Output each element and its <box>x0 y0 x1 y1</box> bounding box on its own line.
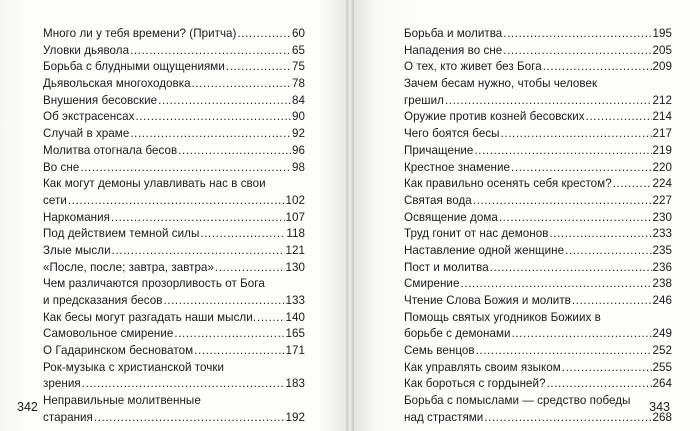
toc-entry-line <box>43 260 305 277</box>
toc-entry-title: борьбе с демонами <box>404 327 511 341</box>
toc-page-number: 90 <box>292 110 305 124</box>
toc-entry <box>43 243 305 260</box>
toc-entry <box>404 193 672 210</box>
toc-page-number: 227 <box>652 193 672 207</box>
toc-page-number: 60 <box>292 27 305 40</box>
toc-entry <box>43 59 305 76</box>
toc-entry-line <box>43 59 305 76</box>
toc-page-number: 65 <box>292 43 305 57</box>
toc-entry <box>43 93 305 110</box>
left-page <box>0 0 346 431</box>
toc-dot-leader <box>215 260 285 277</box>
toc-entry-line <box>404 143 672 160</box>
right-toc-list <box>404 26 672 427</box>
toc-entry-line <box>43 293 305 310</box>
toc-page-number: 236 <box>652 260 672 274</box>
toc-entry <box>43 26 305 43</box>
toc-dot-leader <box>586 109 652 126</box>
toc-entry <box>43 143 305 160</box>
toc-entry-line <box>404 193 672 210</box>
toc-entry <box>43 176 305 209</box>
toc-dot-leader <box>111 210 285 227</box>
toc-entry-line-continued <box>43 276 305 293</box>
toc-entry <box>404 210 672 227</box>
toc-entry-line <box>43 76 305 93</box>
toc-entry-title: Как бороться с гордыней? <box>404 377 546 391</box>
toc-dot-leader <box>80 160 291 177</box>
toc-entry-title: О Гадаринском бесноватом <box>43 344 194 358</box>
toc-dot-leader <box>237 26 291 43</box>
toc-dot-leader <box>503 43 651 60</box>
toc-dot-leader <box>562 360 652 377</box>
toc-page-number: 246 <box>652 294 672 307</box>
toc-page-number: 75 <box>292 60 305 74</box>
toc-entry-title: Как управлять своим языком <box>404 360 561 374</box>
toc-entry-title: Уловки дьявола <box>43 43 130 57</box>
toc-entry-line <box>404 360 672 377</box>
toc-entry <box>404 276 672 293</box>
toc-entry-line <box>43 143 305 160</box>
toc-dot-leader <box>484 410 651 427</box>
toc-entry-title: Смирение <box>404 277 460 291</box>
toc-dot-leader <box>174 326 284 343</box>
toc-page-number: 235 <box>652 243 672 257</box>
toc-entry-line <box>43 93 305 110</box>
toc-entry-line <box>404 243 672 260</box>
toc-dot-leader <box>476 343 652 360</box>
toc-page-number: 102 <box>285 193 305 207</box>
toc-dot-leader <box>565 243 651 260</box>
toc-entry <box>404 143 672 160</box>
toc-entry <box>404 243 672 260</box>
toc-page-number: 140 <box>285 310 305 324</box>
toc-entry-title: Семь венцов <box>404 344 475 358</box>
toc-entry-line <box>43 26 305 43</box>
toc-entry-title: Борьба с блудными ощущениями <box>43 60 225 74</box>
toc-page-number: 220 <box>652 160 672 174</box>
toc-page-number: 255 <box>652 360 672 374</box>
toc-entry-title: над страстями <box>404 410 484 424</box>
toc-entry <box>404 293 672 310</box>
toc-entry-title: Чем различаются прозорливость от Бога <box>43 277 265 291</box>
toc-entry-title: Крестное знамение <box>404 160 511 174</box>
toc-entry <box>43 326 305 343</box>
toc-page-number: 195 <box>652 27 672 40</box>
toc-entry-line <box>43 109 305 126</box>
toc-dot-leader <box>473 193 652 210</box>
toc-entry-title: Много ли у тебя времени? (Притча) <box>43 27 237 40</box>
toc-entry-title: Дьявольская многоходовка <box>43 77 191 91</box>
toc-entry <box>43 343 305 360</box>
toc-page-number: 98 <box>292 160 305 174</box>
toc-dot-leader <box>257 310 284 327</box>
toc-dot-leader <box>572 293 652 310</box>
toc-page-number: 230 <box>652 210 672 224</box>
toc-entry <box>43 126 305 143</box>
toc-entry <box>404 393 672 426</box>
toc-entry <box>404 59 672 76</box>
toc-entry-line <box>43 126 305 143</box>
toc-entry <box>404 43 672 60</box>
toc-entry-line <box>404 293 672 310</box>
toc-entry <box>404 260 672 277</box>
toc-entry <box>404 343 672 360</box>
toc-entry-line <box>404 26 672 43</box>
toc-entry-title: старания <box>43 410 93 424</box>
toc-entry <box>43 310 305 327</box>
toc-dot-leader <box>543 59 652 76</box>
toc-entry-line <box>404 210 672 227</box>
toc-dot-leader <box>226 59 291 76</box>
toc-entry-line <box>404 226 672 243</box>
toc-page-number: 238 <box>652 277 672 291</box>
toc-entry <box>404 226 672 243</box>
toc-entry <box>43 76 305 93</box>
toc-dot-leader <box>460 276 651 293</box>
toc-entry-line <box>404 176 672 193</box>
toc-entry-title: Об экстрасенсах <box>43 110 135 124</box>
toc-entry-title: Борьба и молитва <box>404 27 503 40</box>
right-page-number: 343 <box>649 400 670 414</box>
toc-page-number: 217 <box>652 127 672 141</box>
toc-entry-title: Зачем бесам нужно, чтобы человек <box>404 77 598 91</box>
toc-dot-leader <box>474 143 651 160</box>
toc-page-number: 219 <box>652 143 672 157</box>
toc-entry <box>43 109 305 126</box>
toc-dot-leader <box>82 376 285 393</box>
toc-entry-title: Помощь святых угодников Божиих в <box>404 310 601 324</box>
toc-entry-line <box>43 160 305 177</box>
toc-dot-leader <box>130 126 291 143</box>
toc-page-number: 214 <box>652 110 672 124</box>
toc-entry <box>43 276 305 309</box>
toc-entry-line <box>404 43 672 60</box>
toc-dot-leader <box>490 260 652 277</box>
toc-page-number: 268 <box>652 410 672 424</box>
toc-entry-line <box>43 43 305 60</box>
toc-entry-line <box>404 93 672 110</box>
toc-entry-line <box>43 343 305 360</box>
toc-entry-line-continued <box>404 76 672 93</box>
toc-entry-line <box>404 126 672 143</box>
toc-dot-leader <box>68 193 285 210</box>
toc-entry-line <box>43 210 305 227</box>
toc-entry-line <box>404 410 672 427</box>
toc-dot-leader <box>94 410 285 427</box>
toc-dot-leader <box>445 93 652 110</box>
toc-page-number: 249 <box>652 327 672 341</box>
toc-page-number: 252 <box>652 344 672 358</box>
toc-entry-title: Наркомания <box>43 210 110 224</box>
toc-entry <box>43 393 305 426</box>
toc-entry <box>404 176 672 193</box>
toc-dot-leader <box>511 160 651 177</box>
toc-page-number: 118 <box>286 227 305 241</box>
toc-entry-title: Как правильно осенять себя крестом? <box>404 177 612 191</box>
toc-entry-title: Освящение дома <box>404 210 498 224</box>
toc-page-number: 264 <box>652 377 672 391</box>
toc-entry-line <box>404 376 672 393</box>
toc-entry-line-continued <box>43 393 305 410</box>
toc-page-number: 107 <box>285 210 305 224</box>
toc-dot-leader <box>163 293 284 310</box>
toc-entry-title: Труд гонит от нас демонов <box>404 227 549 241</box>
toc-entry-line <box>404 160 672 177</box>
toc-entry <box>43 260 305 277</box>
toc-entry-title: грешил <box>404 93 444 107</box>
toc-page-number: 130 <box>285 260 305 274</box>
toc-entry-line <box>404 59 672 76</box>
toc-entry-line <box>43 243 305 260</box>
toc-entry <box>404 76 672 109</box>
toc-page-number: 192 <box>285 410 305 424</box>
toc-entry-line <box>43 410 305 427</box>
toc-entry <box>43 43 305 60</box>
toc-entry-title: Под действием темной силы <box>43 227 200 241</box>
toc-entry <box>404 160 672 177</box>
toc-entry-line <box>404 109 672 126</box>
left-page-number: 342 <box>17 400 38 414</box>
toc-page-number: 171 <box>285 344 305 358</box>
toc-dot-leader <box>135 109 291 126</box>
toc-dot-leader <box>512 326 652 343</box>
toc-entry-line <box>404 276 672 293</box>
toc-entry-line-continued <box>404 393 672 410</box>
toc-entry <box>404 109 672 126</box>
toc-entry-title: Случай в храме <box>43 127 130 141</box>
toc-entry-title: «После, после; завтра, завтра» <box>43 260 214 274</box>
book-gutter <box>346 0 354 431</box>
toc-entry <box>43 160 305 177</box>
toc-dot-leader <box>194 343 284 360</box>
toc-entry <box>404 360 672 377</box>
toc-dot-leader <box>499 210 652 227</box>
right-page <box>354 0 700 431</box>
toc-dot-leader <box>547 376 652 393</box>
toc-page-number: 121 <box>285 243 305 257</box>
left-toc-list <box>43 26 305 427</box>
toc-entry-line-continued <box>404 310 672 327</box>
toc-entry-title: Чтение Слова Божия и молитв <box>404 294 571 307</box>
toc-entry-title: Самовольное смирение <box>43 327 174 341</box>
toc-dot-leader <box>501 126 652 143</box>
toc-entry-title: Причащение <box>404 143 474 157</box>
toc-entry-title: Злые мысли <box>43 243 111 257</box>
toc-page-number: 209 <box>652 60 672 74</box>
toc-dot-leader <box>178 143 291 160</box>
toc-page-number: 212 <box>652 93 672 107</box>
toc-entry-title: сети <box>43 193 67 207</box>
toc-entry <box>43 210 305 227</box>
toc-entry <box>404 126 672 143</box>
toc-entry-line <box>404 343 672 360</box>
toc-page-number: 84 <box>292 93 305 107</box>
toc-entry-title: Во сне <box>43 160 80 174</box>
toc-dot-leader <box>613 176 652 193</box>
toc-page-number: 78 <box>292 77 305 91</box>
toc-entry-title: Нападения во сне <box>404 43 503 57</box>
toc-dot-leader <box>503 26 651 43</box>
toc-entry-line <box>404 260 672 277</box>
toc-page-number: 233 <box>652 227 672 241</box>
toc-entry-title: Молитва отогнала бесов <box>43 143 178 157</box>
toc-dot-leader <box>549 226 651 243</box>
toc-entry-line <box>43 310 305 327</box>
toc-page-number: 133 <box>285 294 305 307</box>
toc-entry-line <box>43 376 305 393</box>
toc-entry-line <box>43 326 305 343</box>
toc-entry-title: О тех, кто живет без Бога <box>404 60 542 74</box>
toc-dot-leader <box>130 43 291 60</box>
toc-entry-line <box>43 226 305 243</box>
toc-entry-line-continued <box>43 360 305 377</box>
toc-entry-title: Как могут демоны улавливать нас в свои <box>43 177 266 191</box>
toc-page-number: 224 <box>652 177 672 191</box>
toc-dot-leader <box>112 243 285 260</box>
toc-entry-line <box>404 326 672 343</box>
toc-dot-leader <box>158 93 291 110</box>
toc-entry-title: Пост и молитва <box>404 260 489 274</box>
toc-entry <box>43 360 305 393</box>
toc-entry-line-continued <box>43 176 305 193</box>
toc-entry-title: и предсказания бесов <box>43 294 163 307</box>
toc-entry <box>404 26 672 43</box>
toc-entry <box>404 376 672 393</box>
toc-entry-line <box>43 193 305 210</box>
toc-page-number: 165 <box>285 327 305 341</box>
toc-dot-leader <box>192 76 291 93</box>
toc-page-number: 205 <box>652 43 672 57</box>
toc-entry-title: Наставление одной женщине <box>404 243 565 257</box>
toc-page-number: 92 <box>292 127 305 141</box>
toc-page-number: 96 <box>292 143 305 157</box>
toc-dot-leader <box>200 226 285 243</box>
toc-entry-title: Борьба с помыслами — средство победы <box>404 394 631 408</box>
toc-entry-title: Неправильные молитвенные <box>43 394 201 408</box>
toc-entry-title: зрения <box>43 377 81 391</box>
toc-entry-title: Внушения бесовские <box>43 93 158 107</box>
toc-entry-title: Святая вода <box>404 193 472 207</box>
toc-entry-title: Чего боятся бесы <box>404 127 500 141</box>
toc-entry-title: Как бесы могут разгадать наши мысли. <box>43 310 257 324</box>
toc-entry-title: Рок-музыка с христианской точки <box>43 360 224 374</box>
toc-page-number: 183 <box>285 377 305 391</box>
toc-entry <box>404 310 672 343</box>
toc-entry-title: Оружие против козней бесовских <box>404 110 585 124</box>
toc-entry <box>43 226 305 243</box>
